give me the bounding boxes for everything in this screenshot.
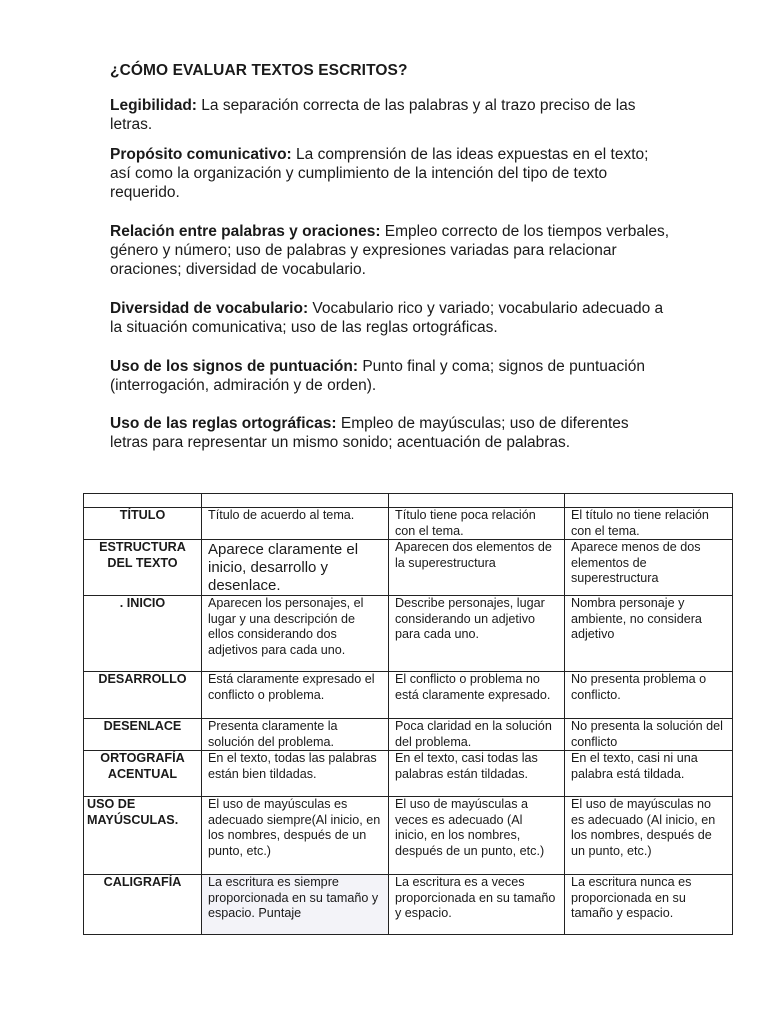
rubric-level: Título tiene poca relación con el tema. <box>389 508 565 540</box>
rubric-level: La escritura nunca es proporcionada en su tamaño y espacio. <box>565 875 733 935</box>
table-row <box>84 875 733 935</box>
criterion-ortografia <box>110 414 670 452</box>
rubric-table <box>83 493 733 935</box>
rubric-level: Está claramente expresado el conflicto o problema. <box>202 672 389 719</box>
criterion-label: Propósito comunicativo: <box>110 146 292 163</box>
rubric-category: USO DE MAYÚSCULAS. <box>84 797 202 875</box>
criterion-text: Vocabulario rico y variado; vocabulario adecuado a la situación comunicativa; uso de las reglas ortográficas. <box>110 300 664 336</box>
criterion-label: Diversidad de vocabulario: <box>110 300 309 317</box>
criterion-label: Relación entre palabras y oraciones: <box>110 223 381 240</box>
rubric-level: El conflicto o problema no está claramente expresado. <box>389 672 565 719</box>
table-cell <box>389 494 565 508</box>
criterion-text: Punto final y coma; signos de puntuación (interrogación, admiración y de orden). <box>110 358 645 394</box>
table-header-row <box>84 494 733 508</box>
rubric-category: TÍTULO <box>84 508 202 540</box>
rubric-category: DESENLACE <box>84 719 202 751</box>
criterion-text: Empleo de mayúsculas; uso de diferentes letras para representar un mismo sonido; acentuación de palabras. <box>110 415 629 451</box>
table-cell <box>84 494 202 508</box>
table-cell <box>565 494 733 508</box>
criterion-legibilidad <box>110 96 670 134</box>
criterion-label: Uso de los signos de puntuación: <box>110 358 359 375</box>
rubric-category: ESTRUCTURA DEL TEXTO <box>84 540 202 596</box>
criterion-text: La comprensión de las ideas expuestas en el texto; así como la organización y cumplimiento de la intención del tipo de texto requerido. <box>110 146 649 201</box>
criterion-puntuacion <box>110 357 670 395</box>
rubric-level: Aparece claramente el inicio, desarrollo y desenlace. <box>202 540 389 596</box>
criterion-label: Uso de las reglas ortográficas: <box>110 415 337 432</box>
rubric-category: CALIGRAFÍA <box>84 875 202 935</box>
rubric-level: Presenta claramente la solución del problema. <box>202 719 389 751</box>
rubric-level: Aparecen los personajes, el lugar y una descripción de ellos considerando dos adjetivos para cada uno. <box>202 596 389 672</box>
table-row <box>84 751 733 797</box>
rubric-category: . INICIO <box>84 596 202 672</box>
table-row <box>84 672 733 719</box>
rubric-level: No presenta la solución del conflicto <box>565 719 733 751</box>
criterion-text: Empleo correcto de los tiempos verbales, género y número; uso de palabras y expresiones variadas para relacionar oraciones; diversidad de vocabulario. <box>110 223 670 278</box>
criterion-label: Legibilidad: <box>110 97 197 114</box>
criterion-proposito <box>110 145 670 202</box>
rubric-level: La escritura es a veces proporcionada en su tamaño y espacio. <box>389 875 565 935</box>
rubric-level: En el texto, casi ni una palabra está tildada. <box>565 751 733 797</box>
criterion-relacion <box>110 222 670 279</box>
document-title: ¿CÓMO EVALUAR TEXTOS ESCRITOS? <box>110 62 408 79</box>
rubric-category: DESARROLLO <box>84 672 202 719</box>
criterion-text: La separación correcta de las palabras y al trazo preciso de las letras. <box>110 97 636 133</box>
rubric-level: El uso de mayúsculas a veces es adecuado (Al inicio, en los nombres, después de un punto, etc.) <box>389 797 565 875</box>
rubric-level: En el texto, casi todas las palabras están tildadas. <box>389 751 565 797</box>
rubric-level: Aparecen dos elementos de la superestructura <box>389 540 565 596</box>
rubric-category: ORTOGRAFÍA ACENTUAL <box>84 751 202 797</box>
rubric-level: Poca claridad en la solución del problema. <box>389 719 565 751</box>
table-cell <box>202 494 389 508</box>
table-row <box>84 596 733 672</box>
rubric-level: Nombra personaje y ambiente, no considera adjetivo <box>565 596 733 672</box>
criterion-vocabulario <box>110 299 670 337</box>
rubric-level: El título no tiene relación con el tema. <box>565 508 733 540</box>
table-row <box>84 797 733 875</box>
rubric-level: En el texto, todas las palabras están bien tildadas. <box>202 751 389 797</box>
table-row <box>84 540 733 596</box>
rubric-level: Aparece menos de dos elementos de superestructura <box>565 540 733 596</box>
rubric-level: La escritura es siempre proporcionada en su tamaño y espacio. Puntaje <box>202 875 389 935</box>
rubric-level: No presenta problema o conflicto. <box>565 672 733 719</box>
rubric-level: Describe personajes, lugar considerando un adjetivo para cada uno. <box>389 596 565 672</box>
rubric-level: Título de acuerdo al tema. <box>202 508 389 540</box>
table-row <box>84 719 733 751</box>
table-row <box>84 508 733 540</box>
rubric-level: El uso de mayúsculas es adecuado siempre(Al inicio, en los nombres, después de un punto, etc.) <box>202 797 389 875</box>
rubric-level: El uso de mayúsculas no es adecuado (Al inicio, en los nombres, después de un punto, etc.) <box>565 797 733 875</box>
